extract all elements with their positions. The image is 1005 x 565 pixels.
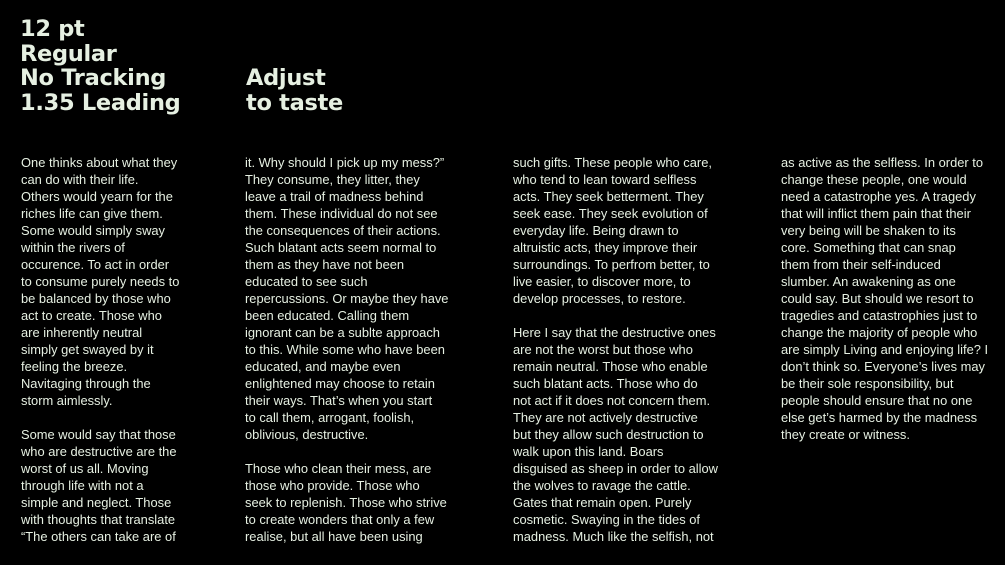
text-line: seek ease. They seek evolution of — [513, 206, 708, 221]
text-line: Those who clean their mess, are — [245, 461, 432, 476]
text-line: but they allow such destruction to — [513, 427, 704, 442]
text-column-2 — [245, 154, 450, 545]
text-line: storm aimlessly. — [21, 393, 113, 408]
text-line: change the majority of people who — [781, 325, 978, 340]
text-line: those who provide. Those who — [245, 478, 420, 493]
text-line: don’t think so. Everyone’s lives may — [781, 359, 985, 374]
text-line: who tend to lean toward selfless — [513, 172, 697, 187]
text-line: One thinks about what they — [21, 155, 178, 170]
paragraph — [245, 154, 450, 443]
text-line: such blatant acts. Those who do — [513, 376, 698, 391]
text-line: such gifts. These people who care, — [513, 155, 712, 170]
text-line: oblivious, destructive. — [245, 427, 369, 442]
text-line: Others would yearn for the — [21, 189, 173, 204]
text-line: been educated. Calling them — [245, 308, 410, 323]
text-line: ignorant can be a sublte approach — [245, 325, 440, 340]
text-line: walk upon this land. Boars — [513, 444, 664, 459]
spec-tracking: No Tracking — [20, 65, 167, 91]
text-line: educated to see such — [245, 274, 368, 289]
text-column-1 — [21, 154, 226, 545]
text-line: them from their self-induced — [781, 257, 941, 272]
paragraph — [781, 154, 989, 443]
spec-size: 12 pt — [20, 16, 85, 42]
text-line: occurence. To act in order — [21, 257, 170, 272]
text-line: Gates that remain open. Purely — [513, 495, 692, 510]
text-line: “The others can take are of — [21, 529, 176, 544]
text-line: their ways. That’s when you start — [245, 393, 433, 408]
text-line: the consequences of their actions. — [245, 223, 441, 238]
text-line: surroundings. To perfrom better, to — [513, 257, 710, 272]
text-line: leave a trail of madness behind — [245, 189, 424, 204]
adjust-line-2: to taste — [246, 89, 343, 116]
paragraph — [513, 154, 718, 307]
text-line: enlightened may choose to retain — [245, 376, 435, 391]
text-line: feeling the breeze. — [21, 359, 128, 374]
text-column-3 — [513, 154, 718, 545]
text-line: change these people, one would — [781, 172, 967, 187]
text-line: it. Why should I pick up my mess?” — [245, 155, 445, 170]
text-line: are simply Living and enjoying life? I — [781, 342, 989, 357]
text-line: slumber. An awakening as one — [781, 274, 956, 289]
text-line: acts. They seek betterment. They — [513, 189, 704, 204]
paragraph — [245, 460, 450, 545]
text-line: that will inflict them pain that their — [781, 206, 971, 221]
text-line: the wolves to ravage the cattle. — [513, 478, 691, 493]
text-line: not act if it does not concern them. — [513, 393, 711, 408]
text-line: Here I say that the destructive ones — [513, 325, 716, 340]
text-line: develop processes, to restore. — [513, 291, 686, 306]
adjust-line-1: Adjust — [246, 65, 326, 91]
text-line: tragedies and catastrophies just to — [781, 308, 978, 323]
text-line: simply get swayed by it — [21, 342, 154, 357]
text-line: are inherently neutral — [21, 325, 143, 340]
type-spec-heading — [20, 17, 180, 115]
text-line: They consume, they litter, they — [245, 172, 420, 187]
text-line: cosmetic. Swaying in the tides of — [513, 512, 701, 527]
text-line: can do with their life. — [21, 172, 139, 187]
text-line: people should ensure that no one — [781, 393, 973, 408]
spec-weight: Regular — [20, 40, 117, 67]
text-line: to consume purely needs to — [21, 274, 180, 289]
text-line: to create wonders that only a few — [245, 512, 435, 527]
text-line: madness. Much like the selfish, not — [513, 529, 714, 544]
text-line: realise, but all have been using — [245, 529, 423, 544]
text-column-4 — [781, 154, 989, 443]
text-line: worst of us all. Moving — [21, 461, 149, 476]
text-line: as active as the selfless. In order to — [781, 155, 984, 170]
text-line: with thoughts that translate — [21, 512, 176, 527]
text-line: they create or witness. — [781, 427, 910, 442]
text-line: Some would simply sway — [21, 223, 165, 238]
text-line: be their sole responsibility, but — [781, 376, 954, 391]
adjust-heading — [246, 66, 343, 115]
text-line: need a catastrophe yes. A tragedy — [781, 189, 976, 204]
text-line: repercussions. Or maybe they have — [245, 291, 449, 306]
text-line: altruistic acts, they improve their — [513, 240, 698, 255]
paragraph — [21, 154, 226, 409]
text-line: act to create. Those who — [21, 308, 162, 323]
text-line: live easier, to discover more, to — [513, 274, 691, 289]
text-line: to call them, arrogant, foolish, — [245, 410, 415, 425]
text-line: are not the worst but those who — [513, 342, 693, 357]
text-line: riches life can give them. — [21, 206, 163, 221]
paragraph — [21, 426, 226, 545]
text-line: simple and neglect. Those — [21, 495, 172, 510]
text-line: core. Something that can snap — [781, 240, 956, 255]
text-line: Such blatant acts seem normal to — [245, 240, 437, 255]
text-line: seek to replenish. Those who strive — [245, 495, 447, 510]
text-line: They are not actively destructive — [513, 410, 698, 425]
text-line: everyday life. Being drawn to — [513, 223, 679, 238]
text-line: could say. But should we resort to — [781, 291, 974, 306]
text-line: Some would say that those — [21, 427, 176, 442]
text-line: within the rivers of — [21, 240, 125, 255]
text-line: educated, and maybe even — [245, 359, 401, 374]
text-line: to this. While some who have been — [245, 342, 445, 357]
text-line: remain neutral. Those who enable — [513, 359, 708, 374]
text-line: very being will be shaken to its — [781, 223, 956, 238]
spec-leading: 1.35 Leading — [20, 89, 181, 116]
text-line: them. These individual do not see — [245, 206, 438, 221]
paragraph — [513, 324, 718, 545]
text-line: else get’s harmed by the madness — [781, 410, 978, 425]
text-line: disguised as sheep in order to allow — [513, 461, 718, 476]
text-line: be balanced by those who — [21, 291, 171, 306]
text-line: through life with not a — [21, 478, 144, 493]
text-line: who are destructive are the — [21, 444, 177, 459]
text-line: Navitaging through the — [21, 376, 151, 391]
text-line: them as they have not been — [245, 257, 405, 272]
